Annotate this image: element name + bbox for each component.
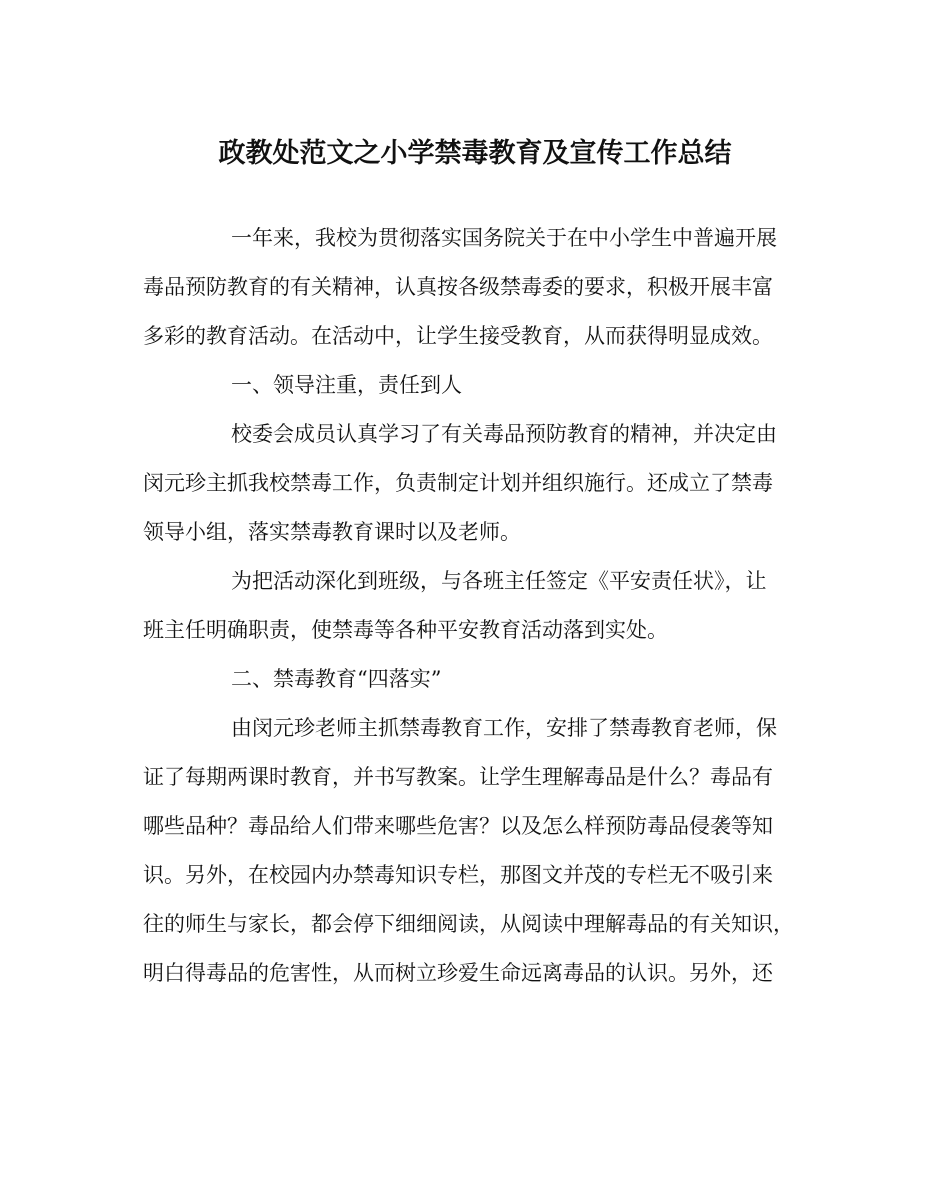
paragraph-line: 为把活动深化到班级，与各班主任签定《平安责任状》，让 [231,569,767,593]
paragraph-line: 明白得毒品的危害性，从而树立珍爱生命远离毒品的认识。另外，还 [143,961,773,985]
paragraph-line: 一年来，我校为贯彻落实国务院关于在中小学生中普遍开展 [231,226,777,250]
paragraph-line: 哪些品种？毒品给人们带来哪些危害？以及怎么样预防毒品侵袭等知 [143,814,773,838]
page-title: 政教处范文之小学禁毒教育及宣传工作总结 [218,138,732,169]
paragraph-line: 由闵元珍老师主抓禁毒教育工作，安排了禁毒教育老师，保 [231,716,777,740]
paragraph-line: 班主任明确职责，使禁毒等各种平安教育活动落到实处。 [143,618,668,642]
section-heading: 二、禁毒教育“四落实” [231,667,442,691]
paragraph-line: 闵元珍主抓我校禁毒工作，负责制定计划并组织施行。还成立了禁毒 [143,471,773,495]
paragraph-line: 往的师生与家长，都会停下细细阅读，从阅读中理解毒品的有关知识， [143,912,794,936]
section-heading: 一、领导注重，责任到人 [231,373,462,397]
paragraph-line: 校委会成员认真学习了有关毒品预防教育的精神，并决定由 [231,422,777,446]
document-body [143,214,808,998]
paragraph-line: 证了每期两课时教育，并书写教案。让学生理解毒品是什么？毒品有 [143,765,773,789]
paragraph-line: 多彩的教育活动。在活动中，让学生接受教育，从而获得明显成效。 [143,324,773,348]
paragraph-line: 识。另外，在校园内办禁毒知识专栏，那图文并茂的专栏无不吸引来 [143,863,773,887]
paragraph-line: 领导小组，落实禁毒教育课时以及老师。 [143,520,521,544]
paragraph-line: 毒品预防教育的有关精神，认真按各级禁毒委的要求，积极开展丰富 [143,275,773,299]
